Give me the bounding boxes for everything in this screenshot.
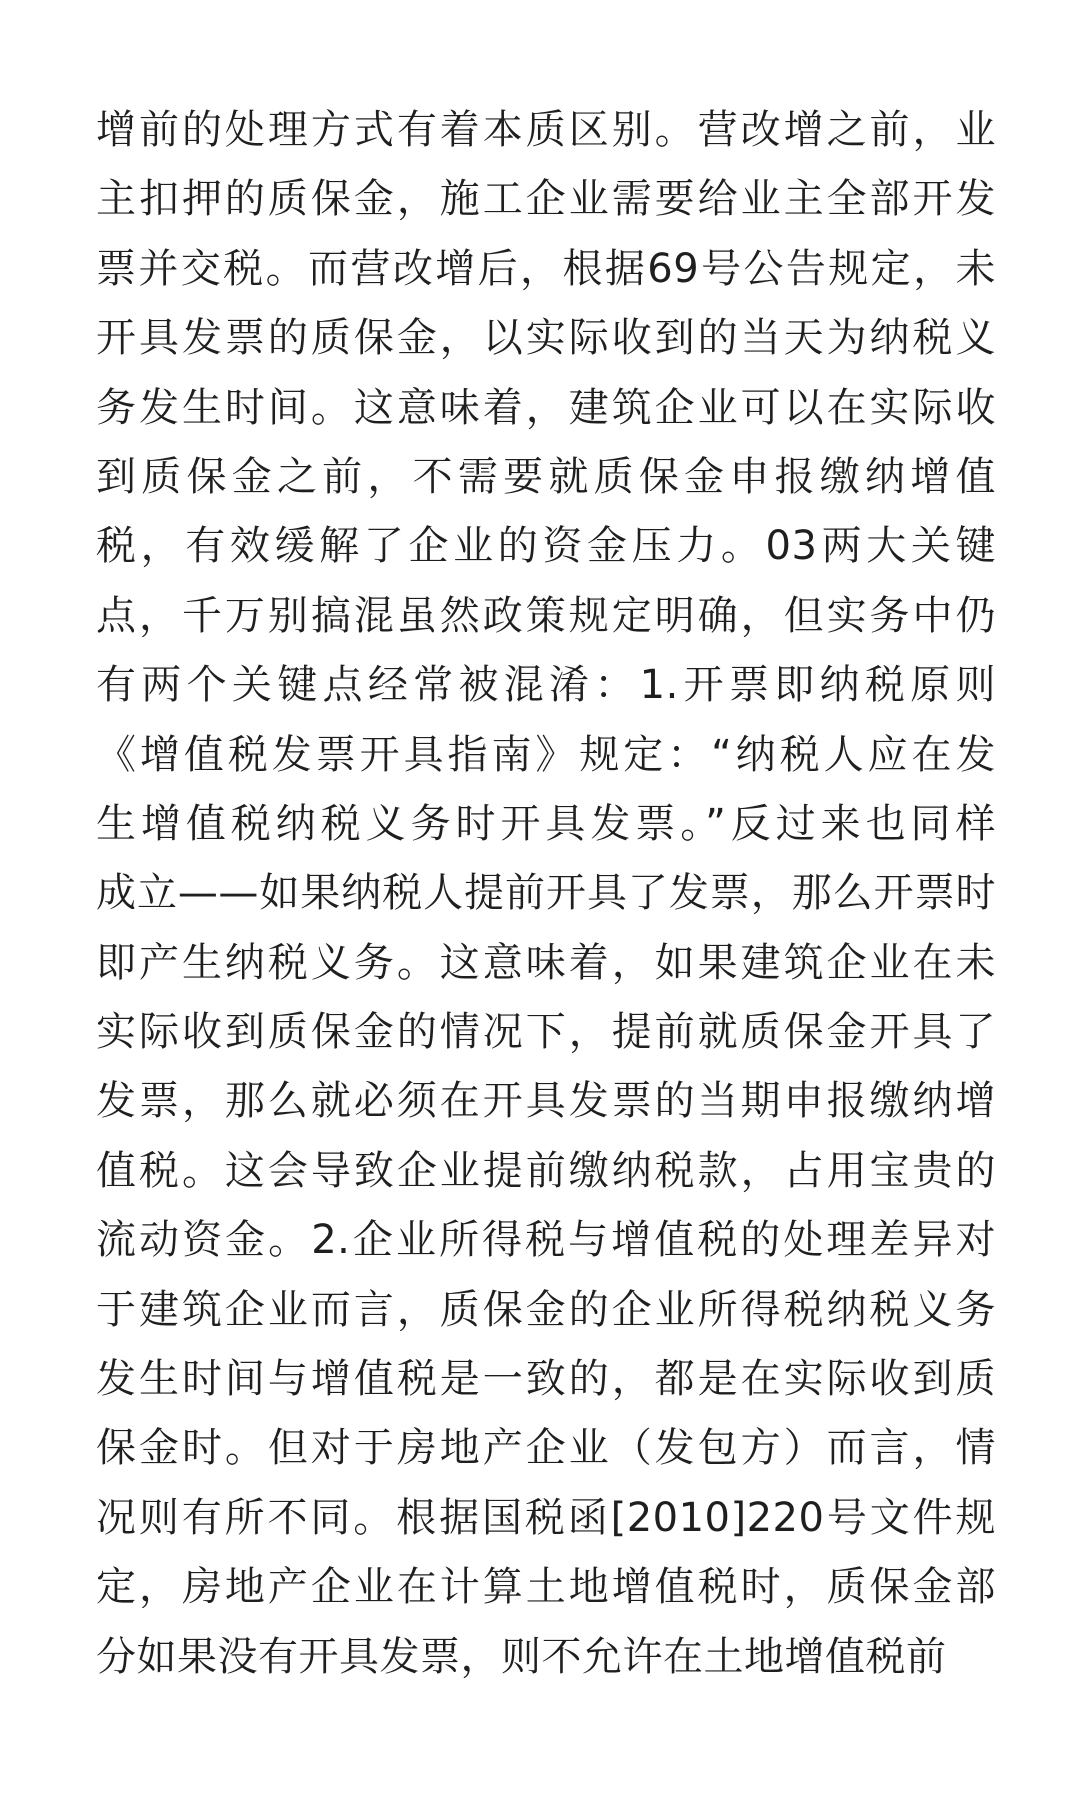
text-line: 成立——如果纳税人提前开具了发票，那么开票时 xyxy=(96,870,996,917)
text-line: 况则有所不同。根据国税函[2010]220号文件规 xyxy=(96,1494,996,1541)
text-line: 定，房地产企业在计算土地增值税时，质保金部 xyxy=(96,1564,996,1611)
text-line: 生增值税纳税义务时开具发票。”反过来也同样 xyxy=(96,800,996,847)
text-line: 增前的处理方式有着本质区别。营改增之前，业 xyxy=(96,107,996,153)
text-line: 到质保金之前，不需要就质保金申报缴纳增值 xyxy=(96,453,996,500)
text-line: 实际收到质保金的情况下，提前就质保金开具了 xyxy=(96,1009,996,1056)
text-line: 务发生时间。这意味着，建筑企业可以在实际收 xyxy=(96,384,996,431)
text-line: 发票，那么就必须在开具发票的当期申报缴纳增 xyxy=(96,1078,996,1125)
text-line: 主扣押的质保金，施工企业需要给业主全部开发 xyxy=(96,176,996,223)
text-line: 于建筑企业而言，质保金的企业所得税纳税义务 xyxy=(96,1286,996,1333)
article-body xyxy=(96,96,996,1692)
text-line: 值税。这会导致企业提前缴纳税款，占用宝贵的 xyxy=(96,1147,996,1194)
text-line: 票并交税。而营改增后，根据69号公告规定，未 xyxy=(96,245,996,292)
text-line: 即产生纳税义务。这意味着，如果建筑企业在未 xyxy=(96,939,996,986)
text-line: 流动资金。2.企业所得税与增值税的处理差异对 xyxy=(96,1217,996,1264)
text-line: 《增值税发票开具指南》规定：“纳税人应在发 xyxy=(96,731,996,778)
text-line: 税，有效缓解了企业的资金压力。03两大关键 xyxy=(96,523,996,570)
text-line: 分如果没有开具发票，则不允许在土地增值税前 xyxy=(96,1633,947,1680)
text-line: 有两个关键点经常被混淆：1.开票即纳税原则 xyxy=(96,662,996,709)
text-line: 点，千万别搞混虽然政策规定明确，但实务中仍 xyxy=(96,592,996,639)
text-line: 发生时间与增值税是一致的，都是在实际收到质 xyxy=(96,1356,996,1403)
text-line: 保金时。但对于房地产企业（发包方）而言，情 xyxy=(96,1425,996,1472)
text-line: 开具发票的质保金，以实际收到的当天为纳税义 xyxy=(96,315,996,362)
